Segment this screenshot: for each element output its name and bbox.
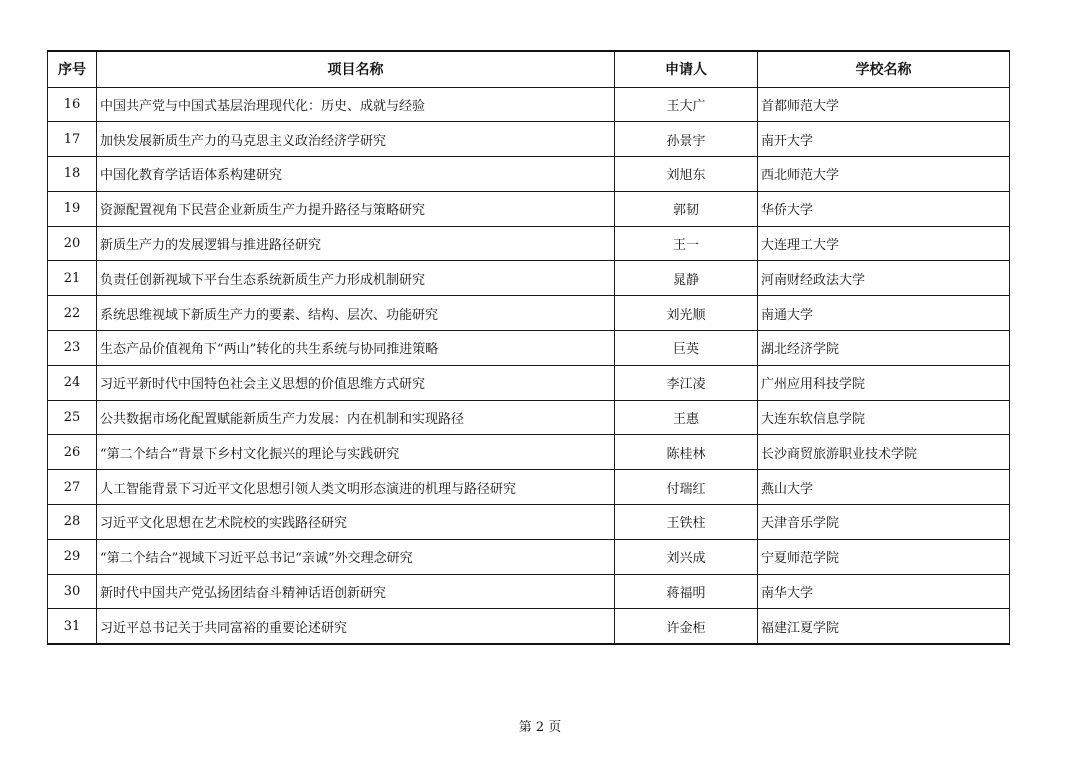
table-row — [48, 87, 1010, 122]
row-project-name: 新质生产力的发展逻辑与推进路径研究 — [97, 226, 615, 261]
table-row — [48, 435, 1010, 470]
table-row — [48, 470, 1010, 505]
header-project-name: 项目名称 — [97, 51, 615, 87]
row-project-name: 习近平新时代中国特色社会主义思想的价值思维方式研究 — [97, 365, 615, 400]
header-applicant: 申请人 — [615, 51, 758, 87]
row-applicant: 王惠 — [615, 400, 758, 435]
table-row — [48, 539, 1010, 574]
row-school-name: 长沙商贸旅游职业技术学院 — [758, 435, 1010, 470]
table-row — [48, 296, 1010, 331]
row-applicant: 郭韧 — [615, 191, 758, 226]
row-serial-number: 30 — [48, 574, 97, 609]
project-table — [47, 50, 1010, 645]
row-applicant: 刘兴成 — [615, 539, 758, 574]
row-serial-number: 29 — [48, 539, 97, 574]
row-project-name: 中国共产党与中国式基层治理现代化：历史、成就与经验 — [97, 87, 615, 122]
row-school-name: 广州应用科技学院 — [758, 365, 1010, 400]
row-serial-number: 22 — [48, 296, 97, 331]
table-row — [48, 505, 1010, 540]
row-school-name: 河南财经政法大学 — [758, 261, 1010, 296]
row-serial-number: 17 — [48, 122, 97, 157]
row-project-name: “第二个结合”背景下乡村文化振兴的理论与实践研究 — [97, 435, 615, 470]
page-number: 第 2 页 — [518, 720, 562, 735]
header-serial-number: 序号 — [48, 51, 97, 87]
row-project-name: 生态产品价值视角下“两山”转化的共生系统与协同推进策略 — [97, 331, 615, 366]
row-school-name: 南开大学 — [758, 122, 1010, 157]
row-applicant: 孙景宇 — [615, 122, 758, 157]
row-serial-number: 24 — [48, 365, 97, 400]
row-project-name: 新时代中国共产党弘扬团结奋斗精神话语创新研究 — [97, 574, 615, 609]
table-row — [48, 191, 1010, 226]
row-project-name: “第二个结合”视域下习近平总书记“亲诚”外交理念研究 — [97, 539, 615, 574]
row-serial-number: 27 — [48, 470, 97, 505]
row-applicant: 巨英 — [615, 331, 758, 366]
row-school-name: 大连理工大学 — [758, 226, 1010, 261]
row-serial-number: 21 — [48, 261, 97, 296]
row-school-name: 福建江夏学院 — [758, 609, 1010, 644]
row-serial-number: 23 — [48, 331, 97, 366]
row-applicant: 晁静 — [615, 261, 758, 296]
row-applicant: 许金柜 — [615, 609, 758, 644]
row-school-name: 湖北经济学院 — [758, 331, 1010, 366]
row-serial-number: 26 — [48, 435, 97, 470]
row-project-name: 加快发展新质生产力的马克思主义政治经济学研究 — [97, 122, 615, 157]
row-school-name: 南华大学 — [758, 574, 1010, 609]
row-project-name: 系统思维视域下新质生产力的要素、结构、层次、功能研究 — [97, 296, 615, 331]
row-applicant: 付瑞红 — [615, 470, 758, 505]
header-school-name: 学校名称 — [758, 51, 1010, 87]
table-row — [48, 400, 1010, 435]
row-school-name: 大连东软信息学院 — [758, 400, 1010, 435]
row-school-name: 燕山大学 — [758, 470, 1010, 505]
row-applicant: 蒋福明 — [615, 574, 758, 609]
row-project-name: 资源配置视角下民营企业新质生产力提升路径与策略研究 — [97, 191, 615, 226]
row-applicant: 王一 — [615, 226, 758, 261]
row-serial-number: 28 — [48, 505, 97, 540]
row-serial-number: 25 — [48, 400, 97, 435]
row-serial-number: 31 — [48, 609, 97, 644]
row-project-name: 中国化教育学话语体系构建研究 — [97, 157, 615, 192]
row-applicant: 陈桂林 — [615, 435, 758, 470]
row-project-name: 负责任创新视域下平台生态系统新质生产力形成机制研究 — [97, 261, 615, 296]
row-serial-number: 16 — [48, 87, 97, 122]
row-applicant: 李江凌 — [615, 365, 758, 400]
row-serial-number: 19 — [48, 191, 97, 226]
row-serial-number: 18 — [48, 157, 97, 192]
row-applicant: 刘光顺 — [615, 296, 758, 331]
row-school-name: 天津音乐学院 — [758, 505, 1010, 540]
table-body — [48, 87, 1010, 644]
row-project-name: 习近平总书记关于共同富裕的重要论述研究 — [97, 609, 615, 644]
row-applicant: 王铁柱 — [615, 505, 758, 540]
table-row — [48, 609, 1010, 644]
row-project-name: 人工智能背景下习近平文化思想引领人类文明形态演进的机理与路径研究 — [97, 470, 615, 505]
row-serial-number: 20 — [48, 226, 97, 261]
row-school-name: 华侨大学 — [758, 191, 1010, 226]
table-row — [48, 157, 1010, 192]
table-row — [48, 365, 1010, 400]
table-row — [48, 226, 1010, 261]
table-row — [48, 574, 1010, 609]
row-applicant: 王大广 — [615, 87, 758, 122]
row-project-name: 公共数据市场化配置赋能新质生产力发展：内在机制和实现路径 — [97, 400, 615, 435]
table-row — [48, 122, 1010, 157]
row-school-name: 西北师范大学 — [758, 157, 1010, 192]
row-school-name: 宁夏师范学院 — [758, 539, 1010, 574]
row-applicant: 刘旭东 — [615, 157, 758, 192]
table-row — [48, 331, 1010, 366]
row-project-name: 习近平文化思想在艺术院校的实践路径研究 — [97, 505, 615, 540]
row-school-name: 首都师范大学 — [758, 87, 1010, 122]
header-row — [48, 51, 1010, 87]
table-row — [48, 261, 1010, 296]
row-school-name: 南通大学 — [758, 296, 1010, 331]
